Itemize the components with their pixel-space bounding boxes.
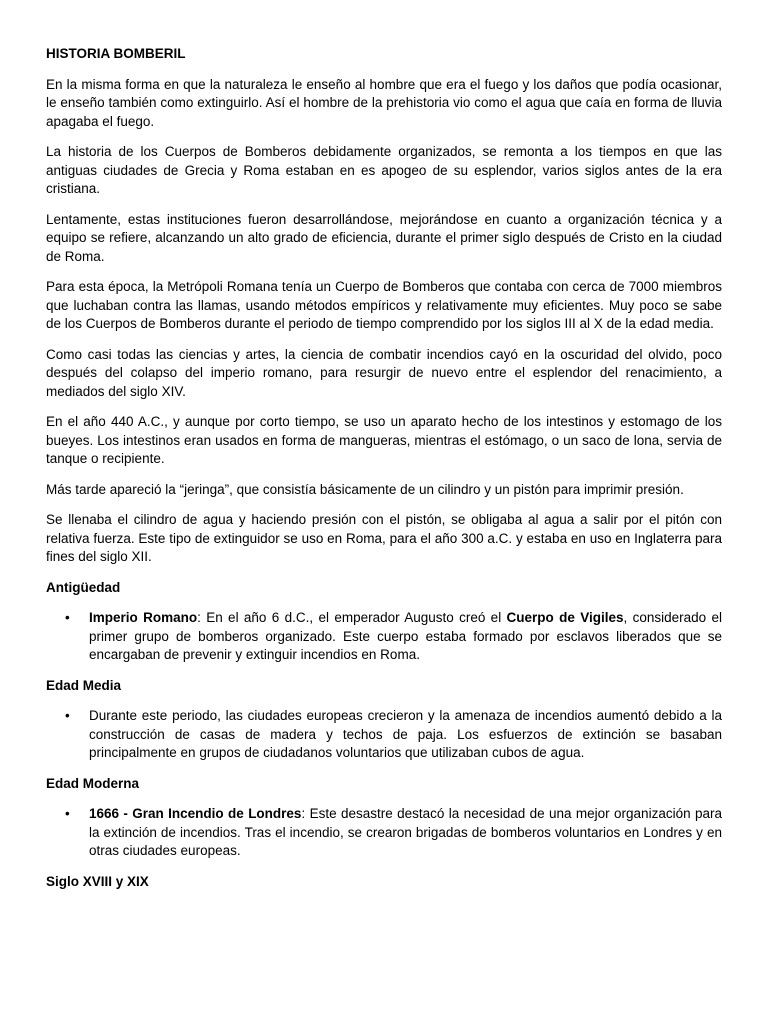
section-heading-edad-media: Edad Media bbox=[46, 677, 122, 693]
section-heading-siglo-xviii-xix: Siglo XVIII y XIX bbox=[46, 873, 149, 889]
paragraph: Más tarde apareció la “jeringa”, que consistía básicamente de un cilindro y un pistón para imprimir presión. bbox=[46, 481, 684, 497]
list-item bbox=[46, 707, 722, 763]
bullet-icon: • bbox=[65, 708, 70, 723]
paragraph: La historia de los Cuerpos de Bomberos debidamente organizados, se remonta a los tiempos en que las antiguas ciudades de Grecia y Roma estaban en es apogeo de su esplendor, varios siglos antes de la era cristiana. bbox=[46, 144, 722, 196]
section-heading-antiguedad: Antigüedad bbox=[46, 579, 121, 595]
list-item-text: : Este desastre destacó la necesidad de una mejor organización para la extinción de incendios. Tras el incendio, se crearon brigadas de bomberos voluntarios en Londres y en otras ciudades europeas. bbox=[89, 806, 722, 858]
list-item-text: , considerado el primer grupo de bomberos organizado. Este cuerpo estaba formado por esclavos liberados que se encargaban de prevenir y extinguir incendios en Roma. bbox=[89, 610, 723, 662]
bold-term: Imperio Romano bbox=[89, 610, 198, 625]
paragraph: Se llenaba el cilindro de agua y haciendo presión con el pistón, se obligaba al agua a salir por el pitón con relativa fuerza. Este tipo de extinguidor se uso en Roma, para el año 300 a.C. y estaba en uso en Inglaterra para fines del siglo XII. bbox=[46, 512, 722, 564]
list-item-text: Durante este periodo, las ciudades europeas crecieron y la amenaza de incendios aumentó debido a la construcción de casas de madera y techos de paja. Los esfuerzos de extinción se basaban principalmente en grupos de ciudadanos voluntarios que utilizaban cubos de agua. bbox=[89, 708, 722, 760]
list-item-text: : En el año 6 d.C., el emperador Augusto creó el bbox=[197, 610, 507, 625]
paragraph: En la misma forma en que la naturaleza le enseño al hombre que era el fuego y los daños que podía ocasionar, le enseño también como extinguirlo. Así el hombre de la prehistoria vio como el agua que caía en forma de lluvia apagaba el fuego. bbox=[46, 76, 722, 129]
paragraph: Lentamente, estas instituciones fueron desarrollándose, mejorándose en cuanto a organización técnica y a equipo se refiere, alcanzando un alto grado de eficiencia, durante el primer siglo después de Cristo en la ciudad de Roma. bbox=[46, 211, 722, 264]
bold-term: Cuerpo de Vigiles bbox=[506, 610, 624, 625]
bullet-icon: • bbox=[65, 610, 70, 625]
paragraph: Como casi todas las ciencias y artes, la ciencia de combatir incendios cayó en la oscuridad del olvido, poco después del colapso del imperio romano, para resurgir de nuevo entre el esplendor del renacimiento, a mediados del siglo XIV. bbox=[46, 346, 722, 399]
bullet-list bbox=[46, 707, 722, 763]
paragraph: En el año 440 A.C., y aunque por corto tiempo, se uso un aparato hecho de los intestinos y estomago de los bueyes. Los intestinos eran usados en forma de mangueras, mientras el estómago, o un saco de lona, servia de tanque o recipiente. bbox=[46, 414, 722, 466]
bold-term: 1666 - Gran Incendio de Londres bbox=[89, 806, 302, 821]
list-item bbox=[46, 805, 722, 861]
list-item bbox=[46, 609, 722, 665]
paragraph: Para esta época, la Metrópoli Romana tenía un Cuerpo de Bomberos que contaba con cerca de 7000 miembros que luchaban contra las llamas, usando métodos empíricos y relativamente muy eficientes. Muy poco se sabe de los Cuerpos de Bomberos durante el periodo de tiempo comprendido por los siglos III al X de la edad media. bbox=[46, 279, 722, 331]
bullet-list bbox=[46, 805, 722, 861]
document-title: HISTORIA BOMBERIL bbox=[46, 46, 186, 61]
bullet-icon: • bbox=[65, 806, 70, 821]
bullet-list bbox=[46, 609, 722, 665]
section-heading-edad-moderna: Edad Moderna bbox=[46, 775, 140, 791]
